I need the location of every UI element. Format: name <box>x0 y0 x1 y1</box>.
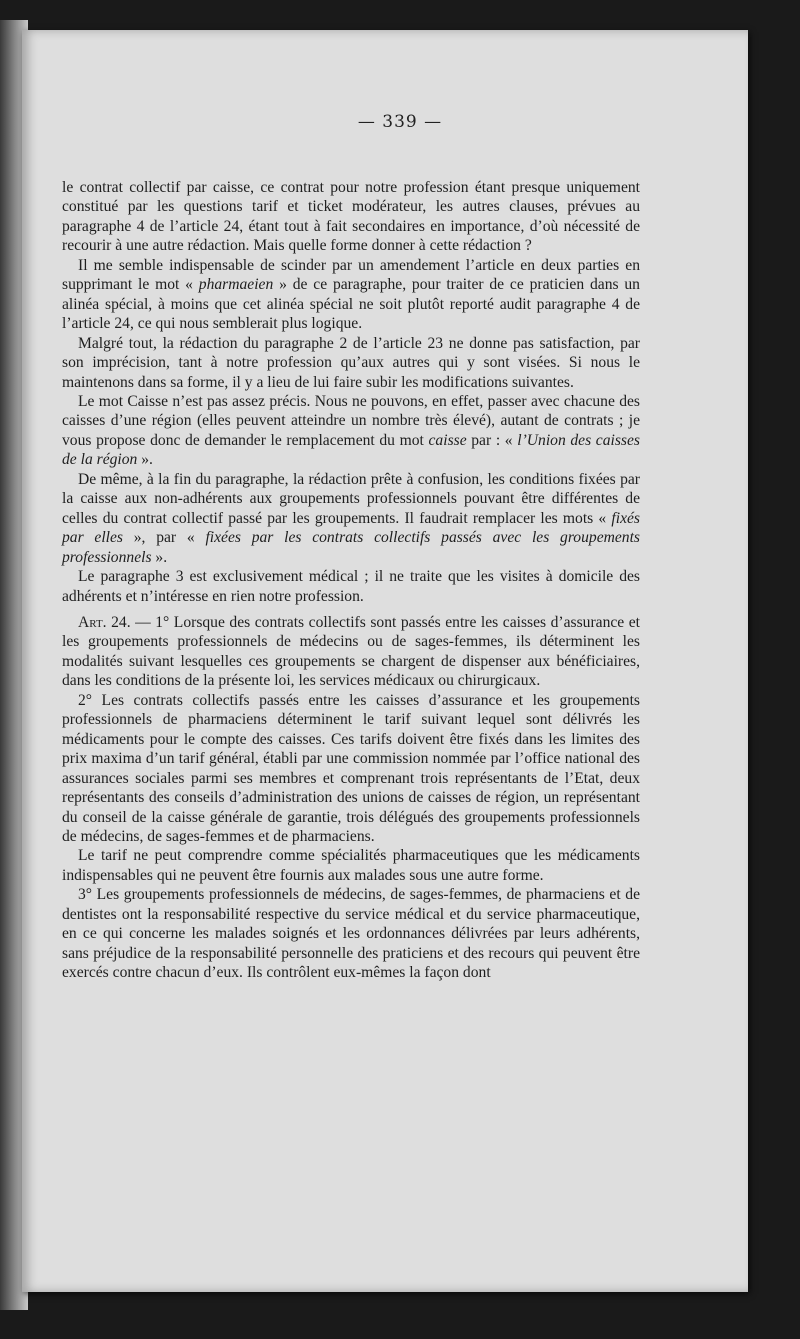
page-body-text <box>62 178 640 983</box>
article-label: Art. <box>78 613 107 631</box>
paragraph: 3° Les groupements professionnels de médecins, de sages-femmes, de pharmaciens et de dentistes ont la responsabilité respective du service médical et du service pharmaceutique, en ce qui concerne les malades soignés et les ordonnances délivrées par leurs adhérents, sans préjudice de la responsabilité personnelle des praticiens et des recours qui peuvent être exercés contre chacun d’eux. Ils contrôlent eux-mêmes la façon dont <box>62 886 640 982</box>
paragraph: Le tarif ne peut comprendre comme spécialités pharmaceutiques que les médicaments indispensables qui ne peuvent être fournis aux malades sous une autre forme. <box>62 847 640 884</box>
paragraph: Malgré tout, la rédaction du paragraphe 2 de l’article 23 ne donne pas satisfaction, par son imprécision, tant à notre profession qu’aux autres qui y sont visées. Si nous le maintenons dans sa forme, il y a lieu de lui faire subir les modifications suivantes. <box>62 334 640 391</box>
paragraph: le contrat collectif par caisse, ce contrat pour notre profession étant presque uniquement constitué par les questions tarif et ticket modérateur, les autres clauses, prévues au paragraphe 4 de l’article 24, étant tout à fait secondaires en importance, d’où nécessité de recourir à une autre rédaction. Mais quelle forme donner à cette rédaction ? <box>62 179 640 255</box>
paragraph: 2° Les contrats collectifs passés entre les caisses d’assurance et les groupements professionnels de pharmaciens déterminent le tarif suivant lequel sont délivrés les médicaments pour le compte des caisses. Ces tarifs doivent être fixés dans les limites des prix maxima d’un tarif général, établi par une commission nommée par l’office national des assurances sociales parmi ses membres et comprenant trois représentants de l’Etat, deux représentants des conseils d’administration des unions de caisses de région, un représentant du conseil de la caisse générale de garantie, trois délégués des groupements professionnels de médecins, de sages-femmes et de pharmaciens. <box>62 691 640 845</box>
paragraph: De même, à la fin du paragraphe, la rédaction prête à confusion, les conditions fixées par la caisse aux non-adhérents aux groupements professionnels pouvant être différentes de celles du contrat collectif passé par les groupements. Il faudrait remplacer les mots « fixés par elles », par « fixées par les contrats collectifs passés avec les groupements professionnels ». <box>62 470 641 566</box>
article-paragraph: Art. 24. — 1° Lorsque des contrats collectifs sont passés entre les caisses d’assurance et les groupements professionnels de médecins ou de sages-femmes, ils déterminent les modalités suivant lesquelles ces groupements se chargent de dispenser aux bénéficiaires, dans les conditions de la présente loi, les services médicaux ou chirurgicaux. <box>62 613 640 690</box>
page-number: — 339 — <box>357 112 443 132</box>
paragraph: Le paragraphe 3 est exclusivement médical ; il ne traite que les visites à domicile des adhérents et n’intéresse en rien notre profession. <box>62 568 640 605</box>
paragraph: Le mot Caisse n’est pas assez précis. Nous ne pouvons, en effet, passer avec chacune des caisses d’une région (elles peuvent atteindre un nombre très élevé), autant de contrats ; je vous propose donc de demander le remplacement du mot caisse par : « l’Union des caisses de la région ». <box>62 392 640 469</box>
paragraph: Il me semble indispensable de scinder par un amendement l’article en deux parties en supprimant le mot « pharmaeien » de ce paragraphe, pour traiter de ce praticien dans un alinéa spécial, à moins que cet alinéa spécial ne soit plutôt reporté audit paragraphe 4 de l’article 24, ce qui nous semblerait plus logique. <box>62 256 640 333</box>
